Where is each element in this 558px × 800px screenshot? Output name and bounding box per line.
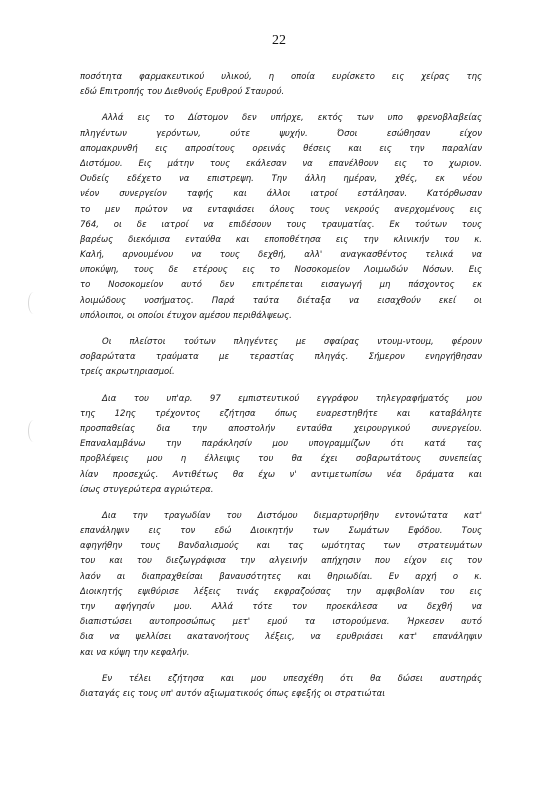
margin-pencil-mark [28, 420, 39, 442]
text-line: Δια την τραγωδίαν του Διστόμου διεμαρτυρήθην εντονώτατα κατ' [102, 510, 482, 521]
text-line: Οι πλείστοι τούτων πληγέντες με σφαίρας ντουμ-ντουμ, φέρουν [102, 337, 482, 347]
text-line: δια να ψελλίσει ακατανοήτους λέξεις, να ερυθριάσει κατ' επανάληψιν [80, 632, 482, 643]
text-line: ποσότητα φαρμακευτικού υλικού, η οποία ευρίσκετο εις χείρας της [80, 72, 482, 82]
text-line: τρείς ακρωτηριασμοί. [80, 367, 175, 378]
text-line: του και του διεζωγράφισα την αλγεινήν απήχησιν που είχον εις τον [80, 556, 482, 567]
paragraph [80, 392, 482, 498]
text-line: Ουδείς εδέχετο να επιστρεψη. Την άλλη ημέραν, χθές, εκ νέου [80, 174, 482, 185]
text-line: πληγέντων γερόντων, ούτε ψυχήν. Όσοι εσώθησαν είχον [80, 128, 482, 139]
margin-pencil-mark [28, 292, 39, 314]
text-line: επανάληψιν εις τον εδώ Διοικητήν των Σωμάτων Εφόδου. Τους [80, 526, 482, 537]
text-line: λίαν προσεχώς. Αντιθέτως θα έχω ν' αντιμετωπίσω νέα δράματα και [80, 469, 482, 480]
paragraph [80, 111, 482, 324]
text-line: λαόν αι διαπραχθείσαι βαναυσότητες και θηριωδίαι. Εν αρχή ο κ. [80, 571, 482, 582]
text-line: Επαναλαμβάνω την παράκλησίν μου υπογραμμίζων ότι κατά τας [80, 439, 482, 450]
paragraph [80, 672, 482, 702]
text-line: της 12ης τρέχοντος εζήτησα όπως ευαρεστηθήτε και καταβάλητε [80, 408, 482, 419]
paragraph [80, 335, 482, 381]
text-line: την αφήγησίν μου. Αλλά τότε τον προεκάλεσα να δεχθή να [80, 602, 482, 612]
text-line: προβλέψεις μου η έλλειψις του θα έχει σοβαρωτάτους συνεπείας [80, 454, 482, 465]
paragraph [80, 70, 482, 100]
text-line: βαρέως διεκόμισα ενταύθα και εποποθέτησα εις την κλινικήν του κ. [80, 234, 482, 245]
text-line: Δια του υπ'αρ. 97 εμπιστευτικού εγγράφου τηλεγραφήματός μου [102, 393, 482, 404]
text-line: λοιμώδους νοσήματος. Παρά ταύτα διέταξα να εισαχθούν εκεί οι [80, 295, 482, 306]
text-line: και να κύψη την κεφαλήν. [80, 647, 190, 658]
text-line: Διστόμου. Εις μάτην τους εκάλεσαν να επανέλθουν εις το χωριον. [80, 158, 482, 169]
text-line: απομακρυνθή εις απροσίτους ορεινάς θέσεις και εις την παραλίαν [80, 143, 482, 154]
text-line: 764, οι δε ιατροί να επιδέσουν τους τραυματίας. Εκ τούτων τους [80, 219, 482, 230]
text-line: υποκύψη, τους δε ετέρους εις το Νοσοκομείον Λοιμωδών Νόσων. Εις [80, 265, 482, 276]
text-line: νέον συνεργείον ταφής και άλλοι ιατροί εστάλησαν. Κατόρθωσαν [80, 189, 482, 200]
paragraph [80, 509, 482, 661]
text-line: σοβαρώτατα τραύματα με τεραστίας πληγάς. Σήμερον ενηργήθησαν [80, 352, 482, 363]
text-line: το μεν πρώτον να ενταφιάσει όλους τους νεκρούς ανερχομένους εις [80, 204, 482, 215]
text-line: διαπιστώσει αυτοπροσώπως μετ' εμού τα ιστορούμενα. Ήρκεσεν αυτό [80, 617, 482, 628]
text-line: Εν τέλει εζήτησα και μου υπεσχέθη ότι θα δώσει αυστηράς [102, 673, 482, 684]
text-line: αφηγήθην τους Βανδαλισμούς και τας ωμότητας των στρατευμάτων [80, 541, 482, 552]
text-line: προσπαθείας δια την αποστολήν ενταύθα χειρουργικού συνεργείου. [80, 423, 482, 434]
page-number: 22 [272, 33, 286, 48]
text-line: υπόλοιποι, οι οποίοι έτυχον αμέσου περιθάλψεως. [80, 310, 292, 321]
text-line: το Νοσοκομείον αυτό δεν επιτρέπεται εισαγωγή μη πάσχοντος εκ [80, 280, 482, 291]
text-line: εδώ Επιτροπής του Διεθνούς Ερυθρού Σταυρού. [80, 87, 285, 98]
document-body [80, 70, 482, 713]
text-line: Διοικητής εψιθύρισε λέξεις τινάς εκφραζούσας την αμφιβολίαν του εις [80, 586, 482, 597]
text-line: ίσως στυγερώτερα αγριώτερα. [80, 484, 214, 495]
text-line: διαταγάς εις τους υπ' αυτόν αξιωματικούς όπως εφεξής οι στρατιώται [80, 688, 386, 699]
text-line: Καλή, αρνουμένου να τους δεχθή, αλλ' αναγκασθέντος τελικά να [80, 250, 482, 261]
text-line: Αλλά εις το Δίστομον δεν υπήρχε, εκτός των υπο φρενοβλαβείας [102, 113, 482, 124]
